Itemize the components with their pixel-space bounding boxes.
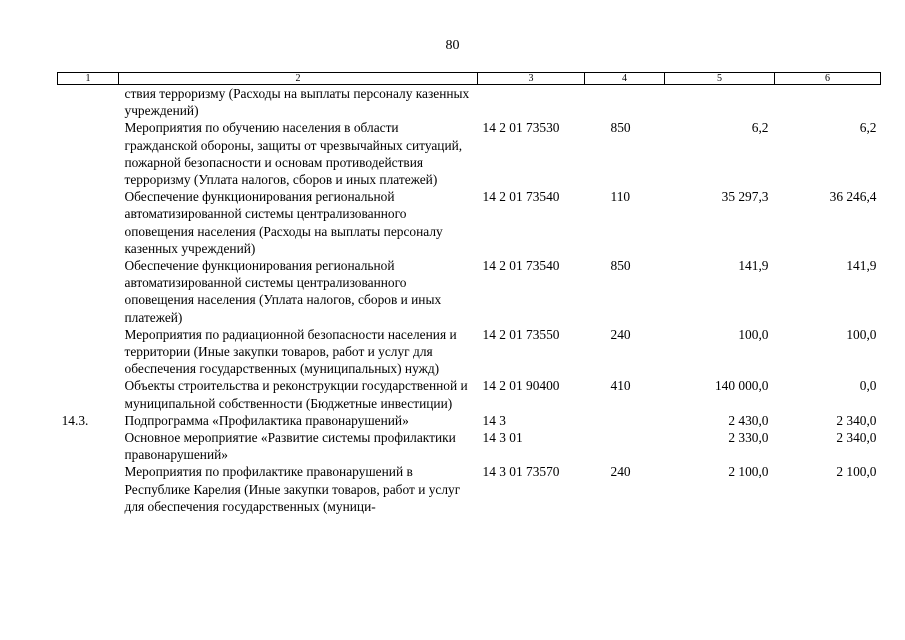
table-row	[58, 85, 881, 120]
column-header-1: 1	[58, 73, 119, 85]
row-amount-year-1: 2 100,0	[728, 464, 769, 480]
row-amount-year-1: 35 297,3	[721, 189, 769, 205]
row-amount-year-2: 6,2	[859, 120, 877, 136]
row-description: Обеспечение функционирования региональной автоматизированной системы централизованного оповещения населения (Уплата налогов, сборов и иных платежей)	[124, 258, 442, 325]
row-amount-year-1: 140 000,0	[714, 378, 769, 394]
row-amount-year-2: 36 246,4	[829, 189, 877, 205]
row-expense-type: 240	[610, 464, 631, 480]
row-amount-year-2: 2 100,0	[836, 464, 877, 480]
row-expense-type	[585, 412, 665, 429]
row-amount-year-2: 2 340,0	[836, 412, 877, 428]
row-amount-year-2: 0,0	[859, 378, 877, 394]
column-header-3: 3	[478, 73, 585, 85]
row-amount-year-2: 2 340,0	[836, 430, 877, 446]
row-number	[58, 377, 119, 411]
row-classification-code: 14 2 01 73530	[482, 120, 560, 136]
row-amount-year-1: 141,9	[738, 258, 769, 274]
column-number-header-row	[58, 73, 881, 85]
row-expense-type: 850	[610, 258, 631, 274]
row-amount-year-2	[775, 85, 881, 120]
row-amount-year-1	[665, 85, 775, 120]
row-classification-code: 14 3	[482, 412, 506, 428]
row-expense-type: 410	[610, 378, 631, 394]
row-number	[58, 429, 119, 463]
row-number	[58, 463, 119, 515]
table-row	[58, 257, 881, 326]
column-header-5: 5	[665, 73, 775, 85]
table-row	[58, 119, 881, 188]
row-description: Объекты строительства и реконструкции государственной и муниципальной собственности (Бюджетные инвестиции)	[124, 378, 468, 411]
row-amount-year-2: 100,0	[846, 326, 877, 342]
row-amount-year-1: 6,2	[751, 120, 769, 136]
row-classification-code: 14 2 01 73540	[482, 189, 560, 205]
row-amount-year-1: 100,0	[738, 326, 769, 342]
row-expense-type: 850	[610, 120, 631, 136]
row-classification-code	[478, 85, 585, 120]
row-number	[58, 85, 119, 120]
column-header-6: 6	[775, 73, 881, 85]
row-amount-year-2: 141,9	[846, 258, 877, 274]
column-header-4: 4	[585, 73, 665, 85]
row-expense-type: 240	[610, 326, 631, 342]
table-row	[58, 188, 881, 257]
row-classification-code: 14 3 01 73570	[482, 464, 560, 480]
row-description: Обеспечение функционирования региональной автоматизированной системы централизованного оповещения населения (Расходы на выплаты персоналу казенных учреждений)	[124, 189, 443, 256]
row-description: Мероприятия по обучению населения в области гражданской обороны, защиты от чрезвычайных ситуаций, пожарной безопасности и основам противодействия терроризму (Уплата налогов, сборов и иных платежей)	[124, 120, 463, 188]
row-classification-code: 14 2 01 73550	[482, 326, 560, 342]
row-classification-code: 14 2 01 90400	[482, 378, 560, 394]
row-classification-code: 14 3 01	[482, 430, 523, 446]
table-row	[58, 429, 881, 463]
row-expense-type	[585, 85, 665, 120]
row-description: Мероприятия по радиационной безопасности населения и территории (Иные закупки товаров, работ и услуг для обеспечения государственных (муниципальных) нужд)	[124, 326, 457, 377]
table-row	[58, 377, 881, 411]
row-number	[58, 257, 119, 326]
row-description: Основное мероприятие «Развитие системы профилактики правонарушений»	[124, 430, 456, 463]
table-row	[58, 463, 881, 515]
row-description: ствия терроризму (Расходы на выплаты персоналу казенных учреждений)	[124, 86, 470, 119]
row-description: Мероприятия по профилактике правонарушений в Республике Карелия (Иные закупки товаров, работ и услуг для обеспечения государственных (муници-	[124, 464, 461, 514]
row-expense-type: 110	[610, 189, 631, 205]
page-number: 80	[445, 38, 460, 53]
row-amount-year-1: 2 430,0	[728, 412, 769, 428]
row-number: 14.3.	[61, 412, 89, 428]
row-description: Подпрограмма «Профилактика правонарушений»	[124, 412, 409, 428]
table-row	[58, 326, 881, 378]
table-row	[58, 412, 881, 429]
row-number	[58, 326, 119, 378]
row-amount-year-1: 2 330,0	[728, 430, 769, 446]
row-classification-code: 14 2 01 73540	[482, 258, 560, 274]
column-header-2: 2	[119, 73, 478, 85]
row-number	[58, 188, 119, 257]
row-expense-type	[585, 429, 665, 463]
row-number	[58, 119, 119, 188]
budget-table	[57, 72, 881, 515]
